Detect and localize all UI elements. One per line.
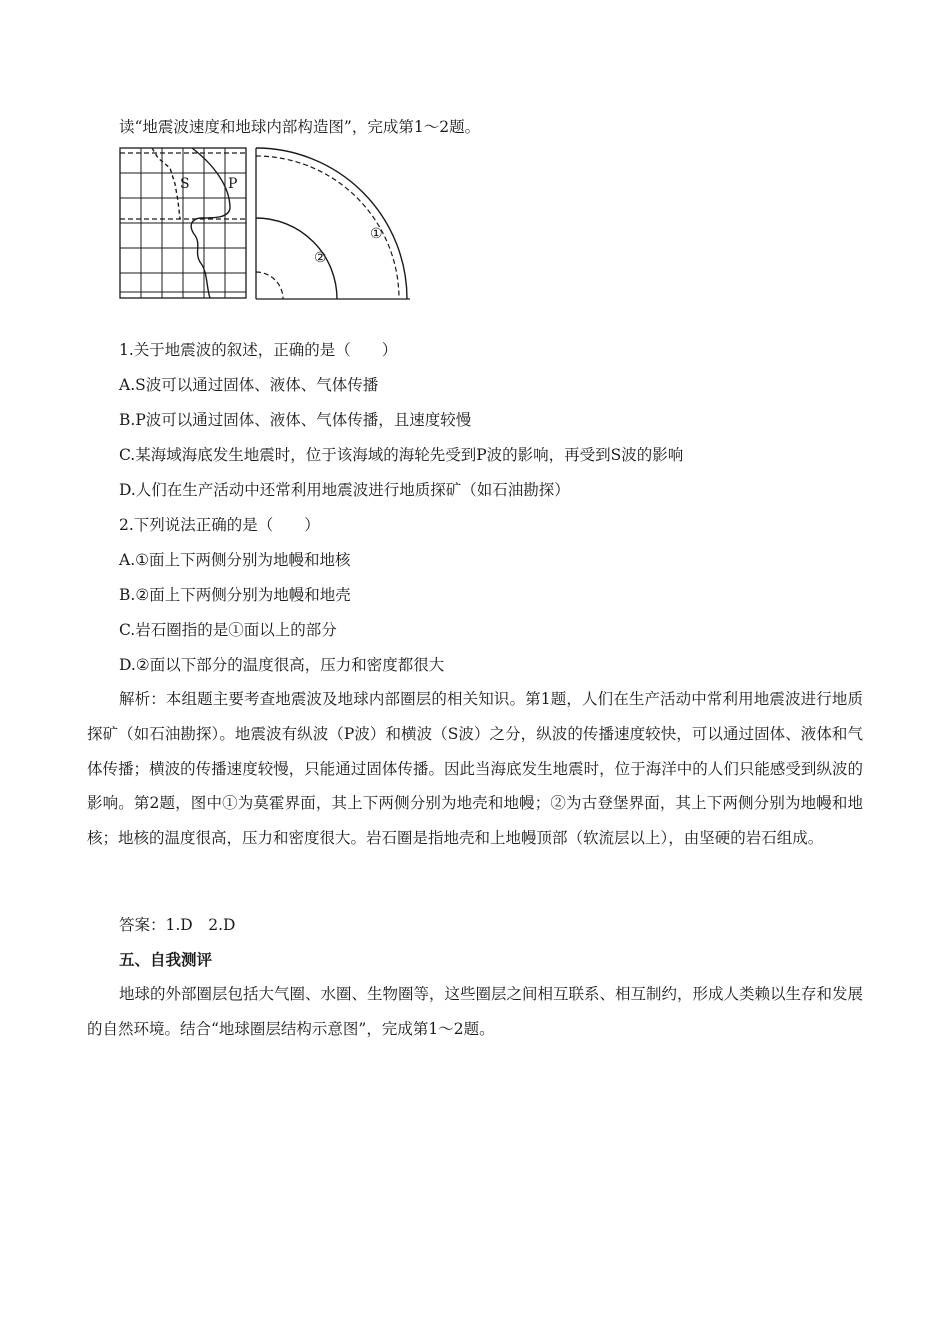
intro-text: 读“地震波速度和地球内部构造图”，完成第1～2题。 — [119, 118, 481, 136]
label-gutenberg: ② — [314, 250, 327, 266]
seismic-wave-earth-structure-figure — [118, 146, 418, 302]
q2-option-b: B.②面上下两侧分别为地幔和地壳 — [119, 586, 351, 604]
q2-option-d: D.②面以下部分的温度很高，压力和密度都很大 — [119, 656, 445, 674]
section-heading: 五、自我测评 — [119, 950, 213, 969]
section-paragraph: 地球的外部圈层包括大气圈、水圈、生物圈等，这些圈层之间相互联系、相互制约，形成人类赖以生存和发展的自然环境。结合“地球圈层结构示意图”，完成第1～2题。 — [87, 985, 864, 1038]
label-s: S — [180, 176, 190, 192]
inner-core-boundary — [256, 272, 283, 299]
q2-option-a: A.①面上下两侧分别为地幔和地核 — [119, 551, 351, 569]
q1-option-d: D.人们在生产活动中还常利用地震波进行地质探矿（如石油勘探） — [119, 481, 570, 499]
wave-speed-chart — [120, 148, 246, 298]
analysis-paragraph: 解析：本组题主要考查地震波及地球内部圈层的相关知识。第1题，人们在生产活动中常利用地震波进行地质探矿（如石油勘探）。地震波有纵波（P波）和横波（S波）之分，纵波的传播速度较快，可以通过固体、液体和气体传播；横波的传播速度较慢，只能通过固体传播。因此当海底发生地震时，位于海洋中的人们只能感受到纵波的影响。第2题，图中①为莫霍界面，其上下两侧分别为地壳和地幔；②为古登堡界面，其上下两侧分别为地幔和地核；地核的温度很高，压力和密度很大。岩石圈是指地壳和上地幔顶部（软流层以上），由坚硬的岩石组成。 — [87, 690, 863, 848]
q1-stem: 1.关于地震波的叙述，正确的是（ ） — [119, 341, 398, 359]
q1-option-a: A.S波可以通过固体、液体、气体传播 — [119, 376, 379, 394]
q1-option-c: C.某海域海底发生地震时，位于该海域的海轮先受到P波的影响，再受到S波的影响 — [119, 446, 684, 464]
q2-stem: 2.下列说法正确的是（ ） — [119, 516, 320, 534]
q2-option-c: C.岩石圈指的是①面以上的部分 — [119, 621, 337, 639]
label-moho: ① — [370, 226, 383, 242]
earth-cross-section — [256, 148, 410, 299]
surface-arc — [256, 148, 407, 299]
label-p: P — [228, 176, 238, 192]
answer-line: 答案：1.D 2.D — [119, 916, 236, 934]
q1-option-b: B.P波可以通过固体、液体、气体传播，且速度较慢 — [119, 411, 472, 429]
s-wave-curve — [152, 148, 180, 219]
